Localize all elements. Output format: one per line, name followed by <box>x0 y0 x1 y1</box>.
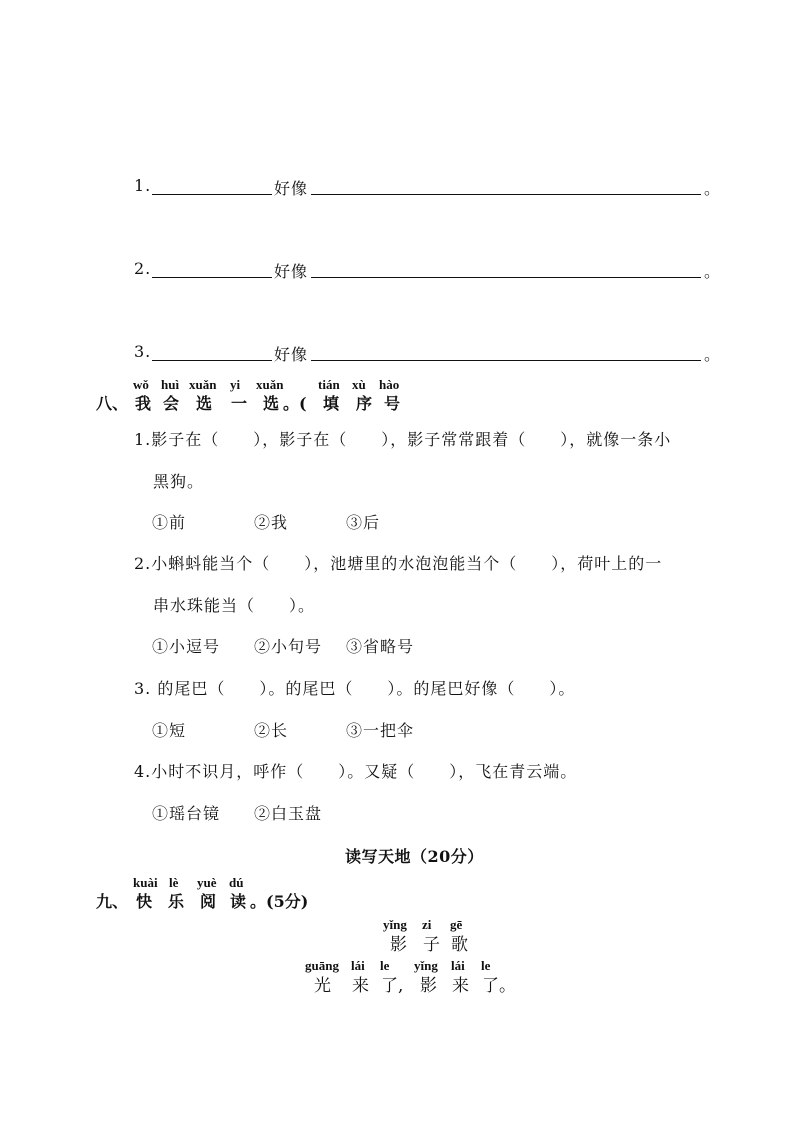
title-char: 序 <box>356 394 373 413</box>
option[interactable]: ①小逗号 <box>152 637 221 656</box>
fill-line-number: 1. <box>134 176 152 195</box>
option[interactable]: ③后 <box>346 513 381 532</box>
fill-line-end: 。 <box>704 345 722 364</box>
poem-char: 来 <box>352 976 369 996</box>
fill-line-connector: 好像 <box>274 179 309 198</box>
pinyin: le <box>481 958 491 973</box>
pinyin: xuǎn <box>189 377 217 392</box>
title-char: 会 <box>163 394 180 413</box>
pinyin: lái <box>351 958 365 973</box>
title-char: 填 <box>323 394 340 413</box>
fill-line-number: 3. <box>134 342 152 361</box>
section-number: 八、 <box>96 394 129 413</box>
option[interactable]: ①短 <box>152 721 187 740</box>
pinyin: yǐng <box>383 917 407 932</box>
option[interactable]: ②小句号 <box>254 637 323 656</box>
pinyin: yǐng <box>414 958 438 973</box>
question-text: 串水珠能当（ ）。 <box>153 596 316 615</box>
fill-line-end: 。 <box>704 262 722 281</box>
fill-line-connector: 好像 <box>274 345 309 364</box>
option[interactable]: ②我 <box>254 513 289 532</box>
blank-short[interactable] <box>152 360 272 361</box>
poem-title-char: 子 <box>423 935 440 955</box>
title-char: 读 <box>230 892 247 911</box>
pinyin: guāng <box>305 958 339 973</box>
title-char: 号 <box>384 394 401 413</box>
poem-char: 光 <box>314 976 331 996</box>
blank-short[interactable] <box>152 277 272 278</box>
pinyin: le <box>380 958 390 973</box>
title-char: 我 <box>135 394 152 413</box>
pinyin: huì <box>161 377 180 392</box>
pinyin: wǒ <box>133 377 149 392</box>
question-text: 3. 的尾巴（ ）。的尾巴（ ）。的尾巴好像（ ）。 <box>134 679 576 698</box>
pinyin: hào <box>379 377 400 392</box>
option[interactable]: ①瑶台镜 <box>152 804 221 823</box>
pinyin: xù <box>352 377 366 392</box>
pinyin: lè <box>169 875 179 890</box>
title-char: 选 <box>263 394 280 413</box>
option[interactable]: ①前 <box>152 513 187 532</box>
title-char: 乐 <box>168 892 185 911</box>
question-text: 黑狗。 <box>153 472 205 491</box>
fill-line-connector: 好像 <box>274 262 309 281</box>
blank-short[interactable] <box>152 194 272 195</box>
title-char: 一 <box>231 394 248 413</box>
question-text: 1.影子在（ ），影子在（ ），影子常常跟着（ ），就像一条小 <box>134 430 672 449</box>
pinyin: tián <box>318 377 340 392</box>
pinyin: zi <box>422 917 432 932</box>
pinyin: gē <box>450 917 463 932</box>
option[interactable]: ③一把伞 <box>346 721 415 740</box>
poem-char: 了, <box>381 976 404 996</box>
title-char: 选 <box>196 394 213 413</box>
pinyin: dú <box>229 875 244 890</box>
pinyin: lái <box>451 958 465 973</box>
blank-long[interactable] <box>311 277 701 278</box>
poem-title-char: 影 <box>390 935 407 955</box>
option[interactable]: ②长 <box>254 721 289 740</box>
poem-char: 了。 <box>482 976 516 996</box>
title-char: 。(5分) <box>250 892 309 911</box>
poem-char: 影 <box>420 976 437 996</box>
fill-line-end: 。 <box>704 179 722 198</box>
poem-title-char: 歌 <box>451 935 468 955</box>
fill-line-number: 2. <box>134 259 152 278</box>
title-char: 。( <box>283 394 307 413</box>
blank-long[interactable] <box>311 194 701 195</box>
pinyin: kuài <box>133 875 158 890</box>
section-number: 九、 <box>96 892 129 911</box>
option[interactable]: ②白玉盘 <box>254 804 323 823</box>
pinyin: yi <box>230 377 241 392</box>
title-char: 快 <box>136 892 153 911</box>
pinyin: xuǎn <box>256 377 284 392</box>
pinyin: yuè <box>197 875 217 890</box>
option[interactable]: ③省略号 <box>346 637 415 656</box>
blank-long[interactable] <box>311 360 701 361</box>
reading-section-header: 读写天地（20分） <box>345 847 484 866</box>
poem-char: 来 <box>452 976 469 996</box>
question-text: 2.小蝌蚪能当个（ ），池塘里的水泡泡能当个（ ），荷叶上的一 <box>134 554 663 573</box>
title-char: 阅 <box>200 892 217 911</box>
question-text: 4.小时不识月，呼作（ ）。又疑（ ），飞在青云端。 <box>134 762 578 781</box>
